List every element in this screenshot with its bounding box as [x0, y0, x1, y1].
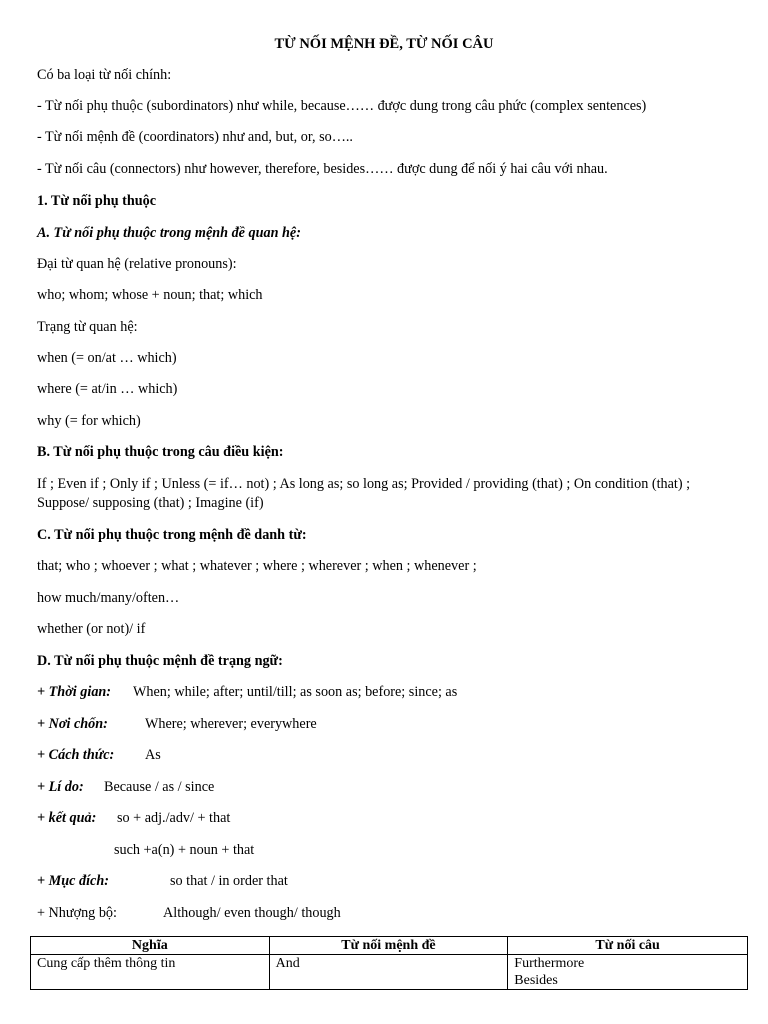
conditional-connectors: If ; Even if ; Only if ; Unless (= if… not) ; As long as; so long as; Provided / providing (that) ; On condition (that) ; Suppose/ supposing (that) ; Imagine (if): [37, 476, 691, 511]
adverbial-value: such +a(n) + noun + that: [114, 842, 255, 858]
adverbial-label: + Thời gian:: [37, 684, 112, 700]
cell-meaning: Cung cấp thêm thông tin: [31, 955, 270, 990]
type-connectors: - Từ nối câu (connectors) như however, therefore, besides…… được dung để nối ý hai câu với nhau.: [37, 161, 608, 177]
header-connectors: Từ nối câu: [508, 937, 748, 955]
noun-clause-line-2: how much/many/often…: [37, 590, 180, 606]
adverbial-value: When; while; after; until/till; as soon as; before; since; as: [133, 684, 458, 700]
cell-coordinator: And: [269, 955, 508, 990]
adverbial-value: so that / in order that: [170, 873, 288, 889]
section-a-heading: A. Từ nối phụ thuộc trong mệnh đề quan hệ:: [37, 225, 301, 241]
cell-connectors: [508, 955, 748, 990]
document-title: TỪ NỐI MỆNH ĐỀ, TỪ NỐI CÂU: [274, 36, 494, 52]
relative-adverb-when: when (= on/at … which): [37, 350, 177, 366]
relative-adverb-where: where (= at/in … which): [37, 381, 178, 397]
adverbial-value: Although/ even though/ though: [163, 905, 341, 921]
adverbial-value: Because / as / since: [104, 779, 215, 795]
adverbial-item-concession: [37, 905, 737, 922]
relative-adverbs-label: Trạng từ quan hệ:: [37, 319, 138, 335]
adverbial-label: + Mục đích:: [37, 873, 109, 889]
section-c-heading: C. Từ nối phụ thuộc trong mệnh đề danh từ:: [37, 527, 307, 543]
header-coordinators: Từ nối mệnh đề: [269, 937, 508, 955]
relative-adverb-why: why (= for which): [37, 413, 141, 429]
type-subordinators: - Từ nối phụ thuộc (subordinators) như while, because…… được dung trong câu phức (complex sentences): [37, 98, 647, 114]
table-header-row: [31, 937, 748, 955]
section-b-heading: B. Từ nối phụ thuộc trong câu điều kiện:: [37, 444, 284, 460]
adverbial-label: + Lí do:: [37, 779, 84, 795]
adverbial-item-time: [37, 684, 737, 701]
relative-pronouns-label: Đại từ quan hệ (relative pronouns):: [37, 256, 237, 272]
header-meaning: Nghĩa: [31, 937, 270, 955]
adverbial-label: + Nhượng bộ:: [37, 905, 117, 921]
adverbial-value: As: [145, 747, 161, 763]
adverbial-item-manner: [37, 747, 737, 764]
noun-clause-line-1: that; who ; whoever ; what ; whatever ; where ; wherever ; when ; whenever ;: [37, 558, 477, 574]
adverbial-value: so + adj./adv/ + that: [117, 810, 231, 826]
intro-text: Có ba loại từ nối chính:: [37, 67, 172, 83]
type-coordinators: - Từ nối mệnh đề (coordinators) như and, but, or, so…..: [37, 129, 353, 145]
table-row: [31, 955, 748, 990]
section-d-heading: D. Từ nối phụ thuộc mệnh đề trạng ngữ:: [37, 653, 283, 669]
adverbial-value: Where; wherever; everywhere: [145, 716, 317, 732]
connectors-table: [30, 936, 748, 990]
adverbial-item-purpose: [37, 873, 737, 890]
adverbial-label: + Cách thức:: [37, 747, 115, 763]
adverbial-label: + Nơi chốn:: [37, 716, 108, 732]
section-1-heading: 1. Từ nối phụ thuộc: [37, 193, 157, 209]
adverbial-label: + kết quả:: [37, 810, 97, 826]
noun-clause-line-3: whether (or not)/ if: [37, 621, 146, 637]
adverbial-item-result: [37, 810, 737, 827]
connector-item: Furthermore: [514, 956, 585, 971]
adverbial-item-reason: [37, 779, 737, 796]
relative-pronouns-list: who; whom; whose + noun; that; which: [37, 287, 263, 303]
connector-item: Besides: [514, 973, 558, 988]
adverbial-item-place: [37, 716, 737, 733]
